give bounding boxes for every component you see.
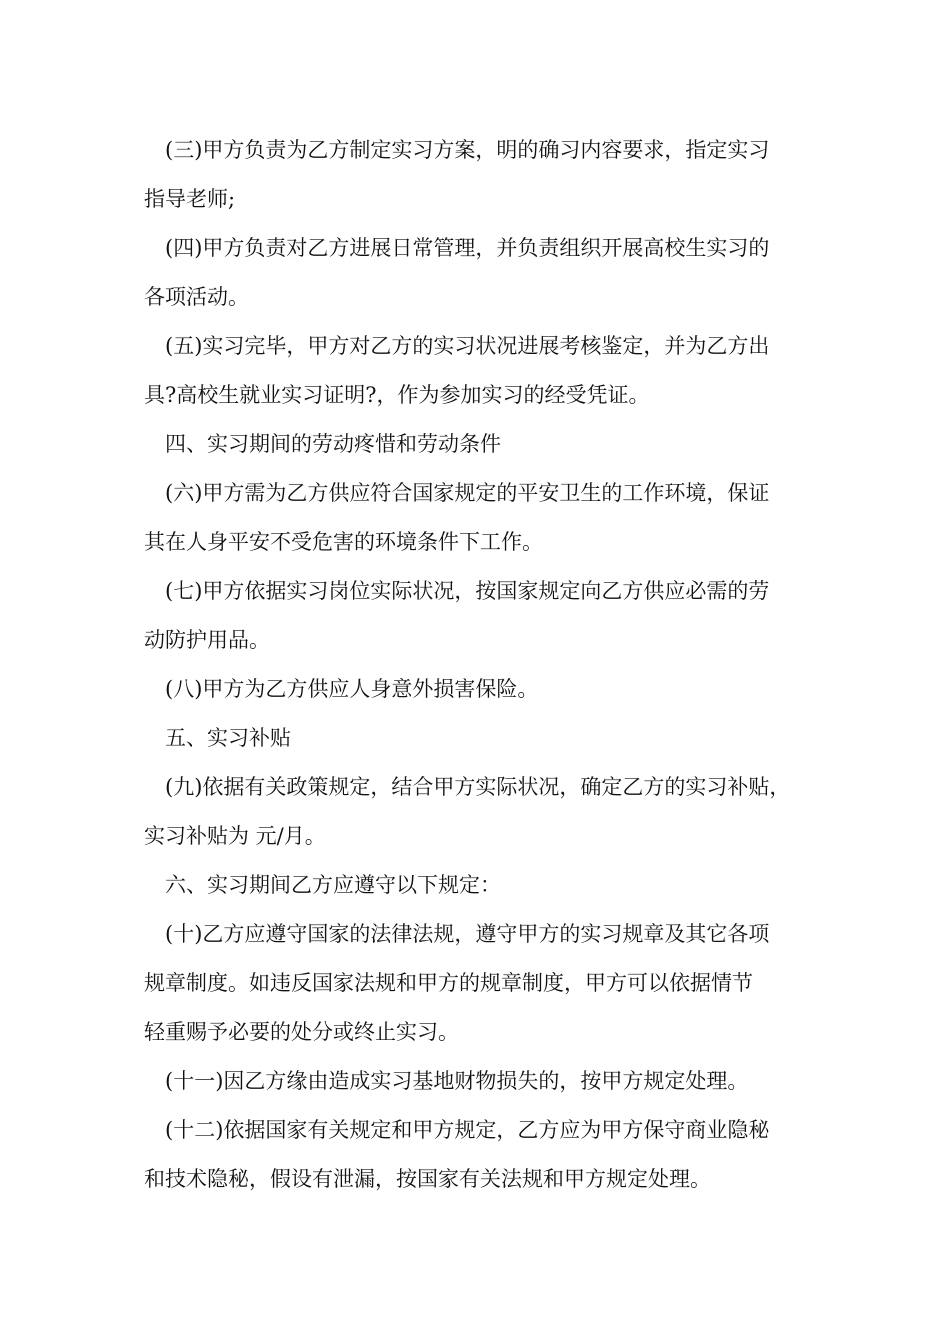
paragraph-line: 规章制度。如违反国家法规和甲方的规章制度，甲方可以依据情节 [144,971,753,995]
paragraph-line: (八)甲方为乙方供应人身意外损害保险。 [165,677,539,701]
paragraph-item-11 [144,1057,824,1106]
paragraph-line: (七)甲方依据实习岗位实际状况，按国家规定向乙方供应必需的劳 [165,579,770,603]
paragraph-line: (十)乙方应遵守国家的法律法规，遵守甲方的实习规章及其它各项 [165,922,770,946]
paragraph-line: 动防护用品。 [144,628,270,652]
paragraph-line: (三)甲方负责为乙方制定实习方案，明的确习内容要求，指定实习 [165,138,770,162]
paragraph-item-4 [144,224,824,322]
paragraph-line: 其在人身平安不受危害的环境条件下工作。 [144,530,543,554]
paragraph-line: 指导老师; [144,187,236,211]
paragraph-item-10 [144,910,824,1057]
heading-line: 四、实习期间的劳动疼惜和劳动条件 [165,432,501,456]
paragraph-line: (十一)因乙方缘由造成实习基地财物损失的，按甲方规定处理。 [165,1069,749,1093]
section-heading-5 [144,714,824,763]
document-body [144,126,824,1204]
heading-line: 五、实习补贴 [165,726,291,750]
paragraph-line: 具?高校生就业实习证明?，作为参加实习的经受凭证。 [144,383,650,407]
section-heading-6 [144,861,824,910]
paragraph-line: (九)依据有关政策规定，结合甲方实际状况，确定乙方的实习补贴， [165,775,791,799]
paragraph-line: (五)实习完毕，甲方对乙方的实习状况进展考核鉴定，并为乙方出 [165,334,770,358]
paragraph-line: 各项活动。 [144,285,249,309]
paragraph-item-9 [144,763,824,861]
paragraph-line: 轻重赐予必要的处分或终止实习。 [144,1020,459,1044]
paragraph-item-6 [144,469,824,567]
paragraph-line: 和技术隐秘，假设有泄漏，按国家有关法规和甲方规定处理。 [144,1167,711,1191]
paragraph-item-8 [144,665,824,714]
paragraph-item-7 [144,567,824,665]
heading-line: 六、实习期间乙方应遵守以下规定： [165,873,501,897]
paragraph-item-3 [144,126,824,224]
paragraph-line: (四)甲方负责对乙方进展日常管理，并负责组织开展高校生实习的 [165,236,770,260]
paragraph-item-12 [144,1106,824,1204]
paragraph-item-5 [144,322,824,420]
section-heading-4 [144,420,824,469]
paragraph-line: (十二)依据国家有关规定和甲方规定，乙方应为甲方保守商业隐秘 [165,1118,770,1142]
paragraph-line: 实习补贴为 元/月。 [144,824,326,848]
paragraph-line: (六)甲方需为乙方供应符合国家规定的平安卫生的工作环境，保证 [165,481,770,505]
